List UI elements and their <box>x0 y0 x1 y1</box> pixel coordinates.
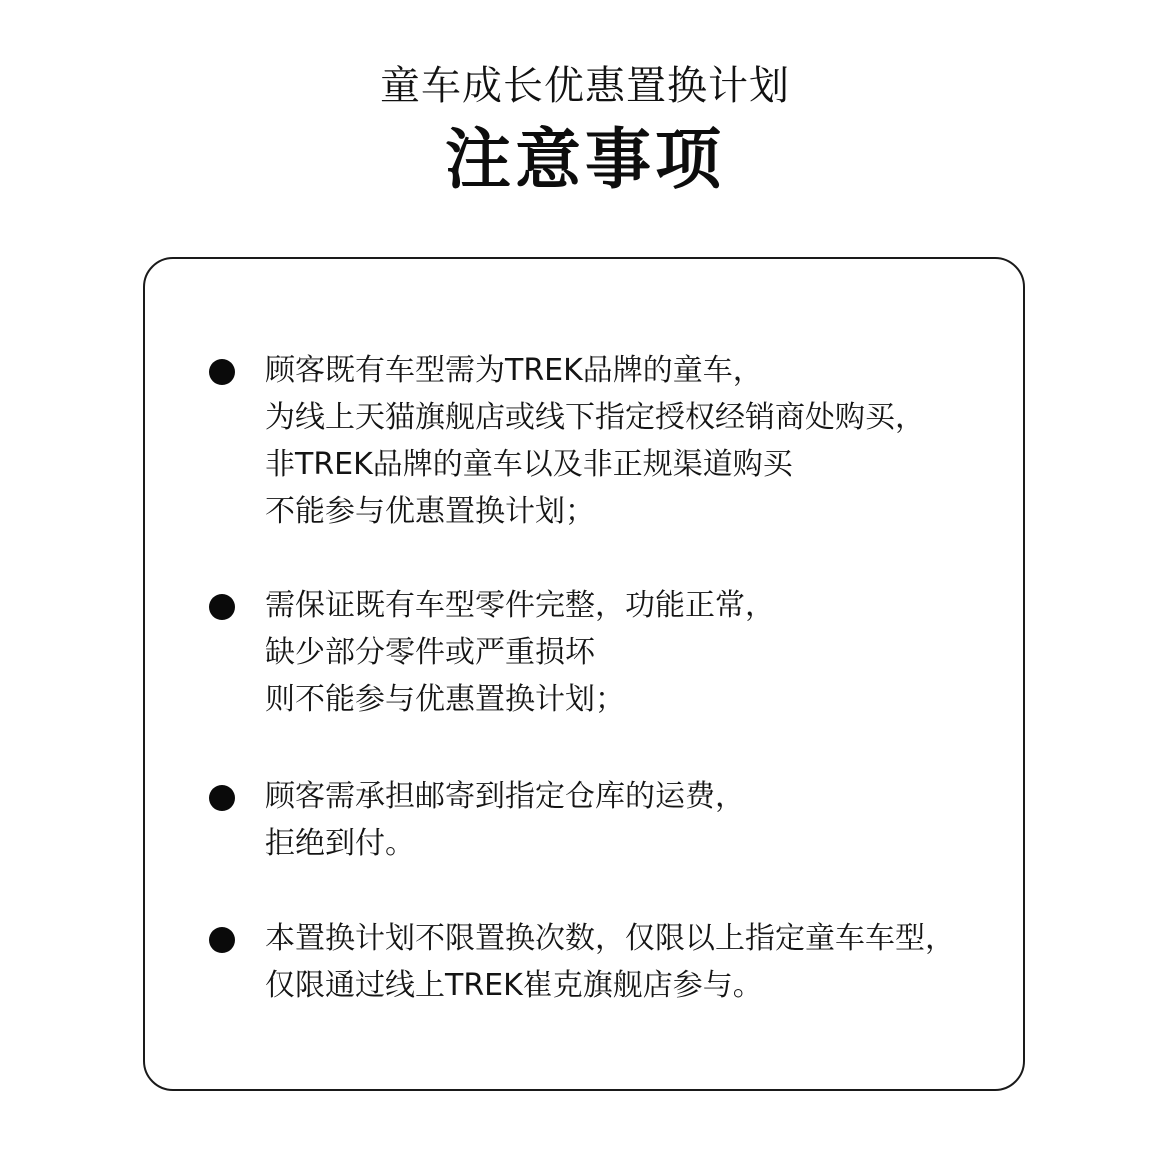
bullet-dot-icon <box>209 927 235 953</box>
bullet-dot-icon <box>209 785 235 811</box>
notice-line: 仅限通过线上TREK崔克旗舰店参与。 <box>265 968 763 1003</box>
notice-line: 缺少部分零件或严重损坏 <box>265 635 595 670</box>
notice-line: 拒绝到付。 <box>265 826 415 861</box>
notice-line: 为线上天猫旗舰店或线下指定授权经销商处购买， <box>265 400 925 435</box>
notice-line: 需保证既有车型零件完整，功能正常， <box>265 588 775 623</box>
notice-text <box>265 915 1025 1009</box>
notice-text <box>265 347 1025 535</box>
bullet-dot-icon <box>209 359 235 385</box>
bullet-dot-icon <box>209 594 235 620</box>
notice-line: 本置换计划不限置换次数，仅限以上指定童车车型， <box>265 921 955 956</box>
notice-line: 顾客需承担邮寄到指定仓库的运费， <box>265 779 745 814</box>
notice-line: 不能参与优惠置换计划； <box>265 494 595 529</box>
page-subtitle: 童车成长优惠置换计划 <box>380 63 790 109</box>
page-title: 注意事项 <box>445 121 725 198</box>
notice-card <box>143 257 1025 1091</box>
notice-line: 非TREK品牌的童车以及非正规渠道购买 <box>265 447 793 482</box>
notice-text <box>265 582 1025 723</box>
notice-line: 则不能参与优惠置换计划； <box>265 682 625 717</box>
notice-text <box>265 773 1025 867</box>
notice-line: 顾客既有车型需为TREK品牌的童车， <box>265 353 763 388</box>
